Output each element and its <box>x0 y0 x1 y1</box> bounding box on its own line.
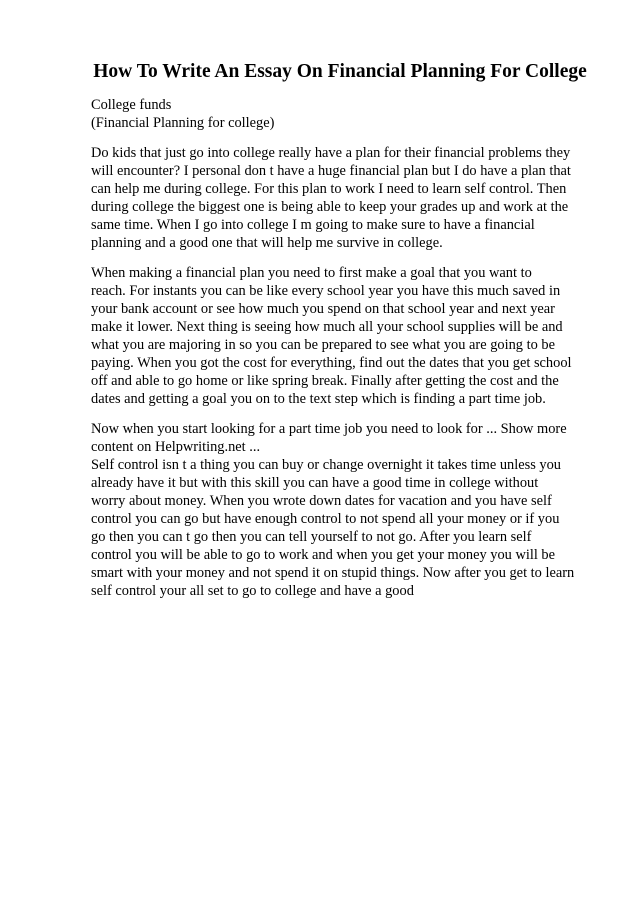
paragraph-line: worry about money. When you wrote down dates for vacation and you have self <box>91 493 552 509</box>
paragraph-line: will encounter? I personal don t have a huge financial plan but I do have a plan that <box>91 163 571 179</box>
paragraph-line: planning and a good one that will help me survive in college. <box>91 235 443 251</box>
document-body <box>91 96 591 600</box>
paragraph-line: paying. When you got the cost for everything, find out the dates that you get school <box>91 355 572 371</box>
header-line-2: (Financial Planning for college) <box>91 115 275 131</box>
paragraph-line: control you will be able to go to work and when you get your money you will be <box>91 547 556 563</box>
paragraph-line: during college the biggest one is being able to keep your grades up and work at the <box>91 199 569 215</box>
paragraph-line: dates and getting a goal you on to the text step which is finding a part time job. <box>91 391 546 407</box>
paragraph-line: self control your all set to go to college and have a good <box>91 583 414 599</box>
paragraph-line: your bank account or see how much you spend on that school year and next year <box>91 301 555 317</box>
paragraph-line: make it lower. Next thing is seeing how much all your school supplies will be and <box>91 319 563 335</box>
document-title: How To Write An Essay On Financial Planning For College <box>93 61 587 82</box>
paragraph-line: smart with your money and not spend it on stupid things. Now after you get to learn <box>91 565 575 581</box>
paragraph-line: control you can go but have enough control to not spend all your money or if you <box>91 511 560 527</box>
paragraph-line: Self control isn t a thing you can buy or change overnight it takes time unless you <box>91 457 562 473</box>
header-block <box>91 96 591 132</box>
paragraph-1 <box>91 144 591 252</box>
paragraph-3 <box>91 420 591 600</box>
paragraph-line: off and able to go home or like spring break. Finally after getting the cost and the <box>91 373 559 389</box>
paragraph-line: what you are majoring in so you can be prepared to see what you are going to be <box>91 337 555 353</box>
paragraph-line: same time. When I go into college I m going to make sure to have a financial <box>91 217 535 233</box>
paragraph-line: reach. For instants you can be like every school year you have this much saved in <box>91 283 561 299</box>
paragraph-2 <box>91 264 591 408</box>
paragraph-line: content on Helpwriting.net ... <box>91 439 261 455</box>
paragraph-line: Now when you start looking for a part time job you need to look for ... Show more <box>91 421 567 437</box>
paragraph-line: When making a financial plan you need to first make a goal that you want to <box>91 265 532 281</box>
paragraph-line: already have it but with this skill you can have a good time in college without <box>91 475 539 491</box>
paragraph-line: go then you can t go then you can tell yourself to not go. After you learn self <box>91 529 532 545</box>
paragraph-line: can help me during college. For this plan to work I need to learn self control. Then <box>91 181 567 197</box>
header-line-1: College funds <box>91 97 172 113</box>
paragraph-line: Do kids that just go into college really have a plan for their financial problems they <box>91 145 571 161</box>
